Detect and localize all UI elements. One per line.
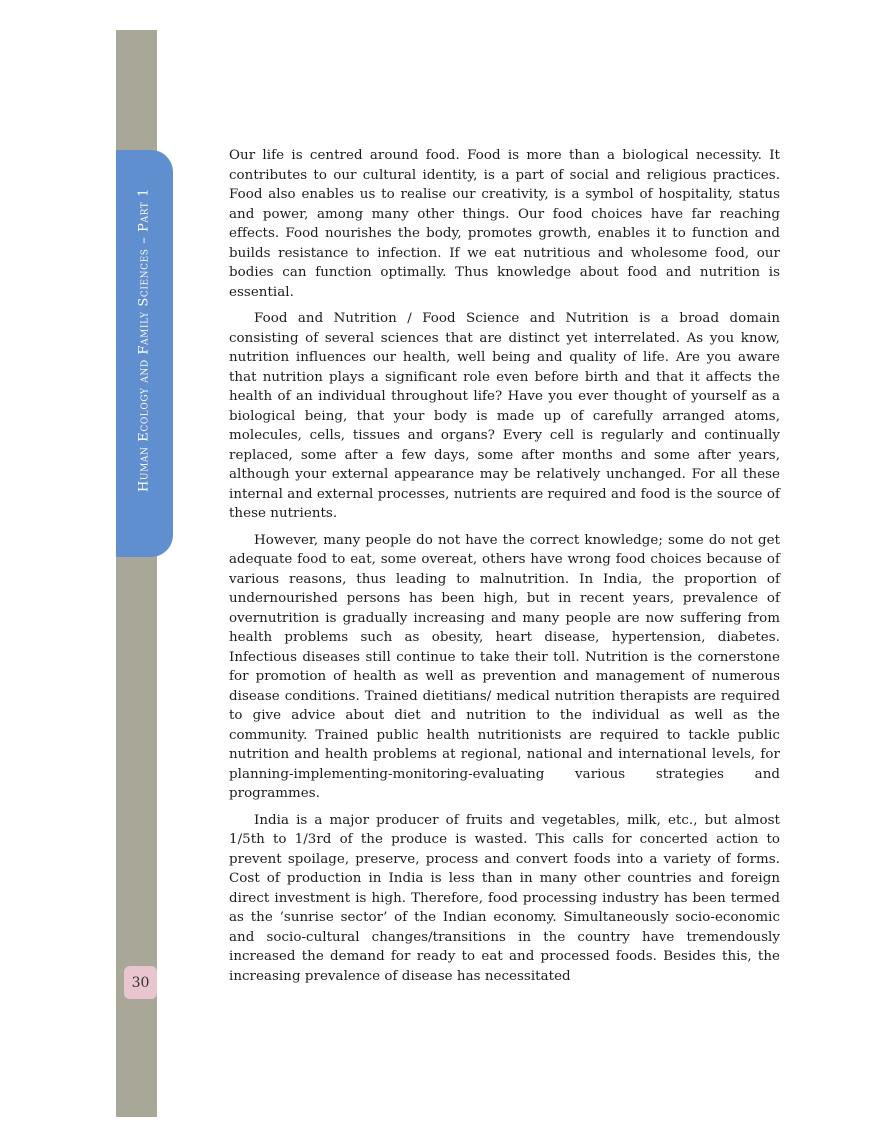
page-number: 30 <box>124 966 157 999</box>
paragraph: India is a major producer of fruits and vegetables, milk, etc., but almost 1/5th to 1/3rd of the produce is wasted. This calls for concerted action to prevent spoilage, preserve, process and convert foods into a variety of forms. Cost of production in India is less than in many other countries and foreign direct investment is high. Therefore, food processing industry has been termed as the ‘sunrise sector’ of the Indian economy. Simultaneously socio-economic and socio-cultural changes/transitions in the country have tremendously increased the demand for ready to eat and processed foods. Besides this, the increasing prevalence of disease has necessitated <box>229 812 780 984</box>
running-title: Human Ecology and Family Sciences – Part 1 <box>136 188 152 492</box>
paragraph: Food and Nutrition / Food Science and Nutrition is a broad domain consisting of several sciences that are distinct yet interrelated. As you know, nutrition influences our health, well being and quality of life. Are you aware that nutrition plays a significant role even before birth and that it affects the health of an individual throughout life? Have you ever thought of yourself as a biological being, that your body is made up of carefully arranged atoms, molecules, cells, tissues and organs? Every cell is regularly and continually replaced, some after a few days, some after months and some after years, although your external appearance may be relatively unchanged. For all these internal and external processes, nutrients are required and food is the source of these nutrients. <box>229 311 780 521</box>
body-text <box>229 146 780 993</box>
paragraph: Our life is centred around food. Food is more than a biological necessity. It contributes to our cultural identity, is a part of social and religious practices. Food also enables us to realise our creativity, is a symbol of hospitality, status and power, among many other things. Our food choices have far reaching effects. Food nourishes the body, promotes growth, enables it to function and builds resistance to infection. If we eat nutritious and wholesome food, our bodies can function optimally. Thus knowledge about food and nutrition is essential. <box>229 148 780 300</box>
paragraph: However, many people do not have the correct knowledge; some do not get adequate food to eat, some overeat, others have wrong food choices because of various reasons, thus leading to malnutrition. In India, the proportion of undernourished persons has been high, but in recent years, prevalence of overnutrition is gradually increasing and many people are now suffering from health problems such as obesity, heart disease, hypertension, diabetes. Infectious diseases still continue to take their toll. Nutrition is the cornerstone for promotion of health as well as prevention and management of numerous disease conditions. Trained dietitians/ medical nutrition therapists are required to give advice about diet and nutrition to the individual as well as the community. Trained public health nutritionists are required to tackle public nutrition and health problems at regional, national and international levels, for planning-implementing-monitoring-evaluating various strategies and programmes. <box>229 532 780 801</box>
